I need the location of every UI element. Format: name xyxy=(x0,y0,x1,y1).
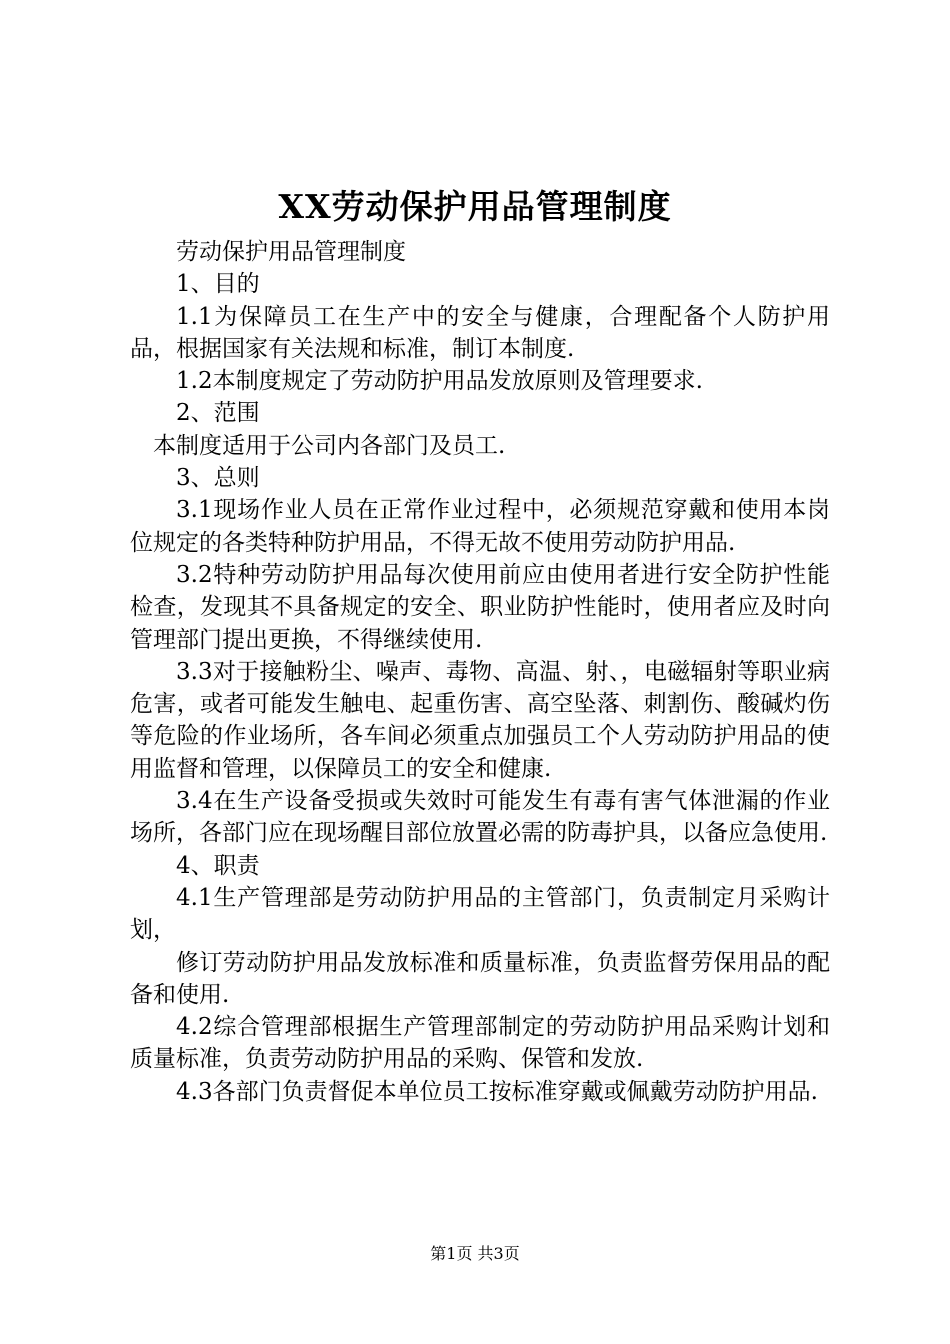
paragraph: 1.2本制度规定了劳动防护用品发放原则及管理要求. xyxy=(176,368,703,395)
document-body xyxy=(130,236,830,1108)
section-heading: 3、总则 xyxy=(176,465,260,492)
paragraph: 3.1现场作业人员在正常作业过程中，必须规范穿戴和使用本岗位规定的各类特种防护用品，不得无故不使用劳动防护用品. xyxy=(130,497,830,556)
section-heading: 2、范围 xyxy=(176,400,260,427)
paragraph: 4.2综合管理部根据生产管理部制定的劳动防护用品采购计划和质量标准，负责劳动防护用品的采购、保管和发放. xyxy=(130,1014,830,1073)
paragraph: 3.4在生产设备受损或失效时可能发生有毒有害气体泄漏的作业场所，各部门应在现场醒目部位放置必需的防毒护具，以备应急使用. xyxy=(130,788,830,847)
paragraph: 4.3各部门负责督促本单位员工按标准穿戴或佩戴劳动防护用品. xyxy=(176,1078,818,1105)
paragraph: 4.1生产管理部是劳动防护用品的主管部门，负责制定月采购计划， xyxy=(130,884,830,944)
paragraph: 3.3对于接触粉尘、噪声、毒物、高温、射、，电磁辐射等职业病危害，或者可能发生触电、起重伤害、高空坠落、刺割伤、酸碱灼伤等危险的作业场所，各车间必须重点加强员工个人劳动防护用品的使用监督和管理，以保障员工的安全和健康. xyxy=(130,658,830,782)
paragraph: 劳动保护用品管理制度 xyxy=(176,239,406,265)
document-title: XX劳动保护用品管理制度 xyxy=(278,187,672,226)
paragraph: 修订劳动防护用品发放标准和质量标准，负责监督劳保用品的配备和使用. xyxy=(130,949,830,1008)
section-heading: 4、职责 xyxy=(176,852,260,879)
page-footer: 第1页 共3页 xyxy=(430,1244,520,1263)
paragraph: 3.2特种劳动防护用品每次使用前应由使用者进行安全防护性能检查，发现其不具备规定的安全、职业防护性能时，使用者应及时向管理部门提出更换，不得继续使用. xyxy=(130,561,830,653)
paragraph: 1.1为保障员工在生产中的安全与健康，合理配备个人防护用品，根据国家有关法规和标准，制订本制度. xyxy=(130,303,830,362)
section-heading: 1、目的 xyxy=(176,271,260,298)
paragraph: 本制度适用于公司内各部门及员工. xyxy=(153,432,506,459)
